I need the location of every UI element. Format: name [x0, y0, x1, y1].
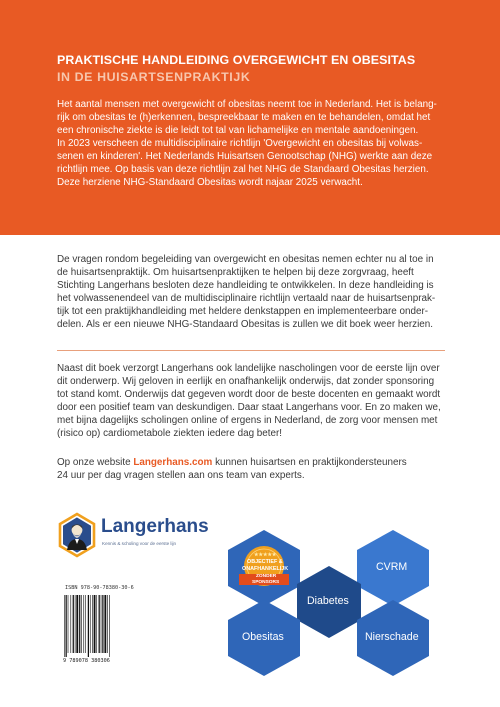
orange-header-panel	[0, 0, 500, 235]
book-title: PRAKTISCHE HANDLEIDING OVERGEWICHT EN OBESITAS	[57, 53, 416, 67]
nierschade-label: Nierschade	[365, 631, 419, 643]
barcode-graphic	[63, 595, 125, 657]
paragraph-line: dit onderwerp. Wij geloven in eerlijk en onafhankelijk onderwijs, dat zonder sponsoring	[57, 376, 435, 388]
badge-text: ZONDER	[256, 574, 277, 579]
portrait-hexagon-icon	[57, 512, 97, 558]
barcode-bar	[75, 595, 76, 653]
paragraph-line: de huisartsenpraktijk. Om huisartsenpraktijken te helpen bij deze zorgvraag, heeft	[57, 267, 414, 279]
langerhans-logo	[57, 512, 247, 560]
intro-line: een chronische ziekte is die leidt tot tal van lichamelijke en mentale aandoeningen.	[57, 125, 419, 136]
barcode-bar	[70, 595, 71, 653]
cvrm-label: CVRM	[376, 561, 408, 573]
barcode-bar	[79, 595, 80, 653]
barcode-bar	[101, 595, 102, 653]
isbn-barcode-block	[63, 585, 134, 667]
badge-text: SPONSORS	[252, 580, 280, 585]
obesitas-label: Obesitas	[242, 631, 284, 643]
section-divider	[57, 350, 445, 351]
barcode-bar	[83, 595, 84, 653]
paragraph-line: De vragen rondom begeleiding van overgewicht en obesitas nemen echter nu al toe in	[57, 254, 434, 265]
education-paragraph	[57, 362, 449, 441]
paragraph-line: Stichting Langerhans besloten deze handleiding te ontwikkelen. In deze handleiding is	[57, 280, 434, 292]
barcode-number: 9 789078 380306	[63, 658, 110, 664]
intro-line: senen en kinderen'. Het Nederlands Huisartsen Genootschap (NHG) werkte aan deze	[57, 151, 433, 162]
barcode-bar	[68, 595, 69, 653]
barcode-bar	[92, 595, 93, 653]
barcode-bar	[94, 595, 96, 653]
barcode-bar	[102, 595, 103, 653]
website-pre: Op onze website	[57, 457, 134, 468]
barcode-bar	[99, 595, 100, 653]
paragraph-line: (risico op) cardiometabole ziekten iedere dag beter!	[57, 428, 283, 440]
barcode-bar	[73, 595, 74, 653]
barcode-bar	[76, 595, 78, 653]
intro-line: Deze herziene NHG-Standaard Obesitas wordt najaar 2025 verwacht.	[57, 177, 363, 188]
logo-tagline: Kennis & scholing voor de eerste lijn	[102, 541, 177, 546]
paragraph-line: door een positief team van deskundigen. Daar staat Langerhans voor. En zo maken we,	[57, 402, 441, 414]
paragraph-line	[57, 456, 449, 469]
website-post: kunnen huisartsen en praktijkondersteuners	[212, 457, 407, 468]
paragraph-line: 24 uur per dag vragen stellen aan ons team van experts.	[57, 470, 305, 482]
diabetes-label: Diabetes	[307, 595, 349, 607]
barcode-bar	[64, 595, 65, 657]
logo-wordmark: Langerhans	[101, 516, 209, 537]
barcode-bar	[81, 595, 82, 653]
paragraph-line: tot stand komt. Onderwijs dat gegeven wordt door de beste docenten en gemaakt wordt	[57, 389, 441, 401]
paragraph-line: met bijna dagelijks scholingen online of ergens in Nederland, de zorg voor mensen met	[57, 415, 438, 427]
website-link[interactable]: Langerhans.com	[133, 457, 213, 468]
barcode-bar	[109, 595, 110, 657]
isbn-label: ISBN 978-90-78380-30-6	[65, 585, 134, 591]
paragraph-line: Naast dit boek verzorgt Langerhans ook landelijke nascholingen voor de eerste lijn over	[57, 363, 440, 374]
intro-line: Het aantal mensen met overgewicht of obesitas neemt toe in Nederland. Het is belang-	[57, 99, 437, 110]
paragraph-line: delen. Als er een nieuwe NHG-Standaard Obesitas is zullen we dit boek weer herzien.	[57, 319, 434, 331]
badge-stars: ★★★★★	[254, 552, 277, 558]
barcode-bar	[107, 595, 108, 653]
intro-line: richtlijn mee. Op basis van deze richtlijn zal het NHG de Standaard Obesitas herzien.	[57, 164, 429, 175]
barcode-bar	[85, 595, 86, 653]
book-subtitle: IN DE HUISARTSENPRAKTIJK	[57, 70, 251, 84]
guideline-paragraph	[57, 253, 449, 332]
badge-text: ONAFHANKELIJK	[242, 566, 289, 572]
website-paragraph	[57, 456, 449, 482]
barcode-bar	[90, 595, 91, 653]
barcode-bar	[96, 595, 97, 653]
topic-hexagons	[225, 530, 455, 700]
barcode-bar	[88, 595, 89, 657]
badge-text: OBJECTIEF &	[247, 559, 283, 565]
paragraph-line: het volwassenendeel van de multidisciplinaire richtlijn vertaald naar de huisartsenprak-	[57, 293, 436, 305]
intro-paragraph	[57, 98, 445, 189]
intro-line: In 2023 verscheen de multidisciplinaire richtlijn 'Overgewicht en obesitas bij volwas-	[57, 138, 423, 149]
intro-line: rijk om obesitas te (h)erkennen, bespreekbaar te maken en te behandelen, omdat het	[57, 112, 431, 123]
barcode-bar	[104, 595, 106, 653]
barcode-bar	[66, 595, 67, 657]
paragraph-line: tijk tot een praktijkhandleiding met heldere denkstappen en implementeerbare onder-	[57, 306, 429, 318]
